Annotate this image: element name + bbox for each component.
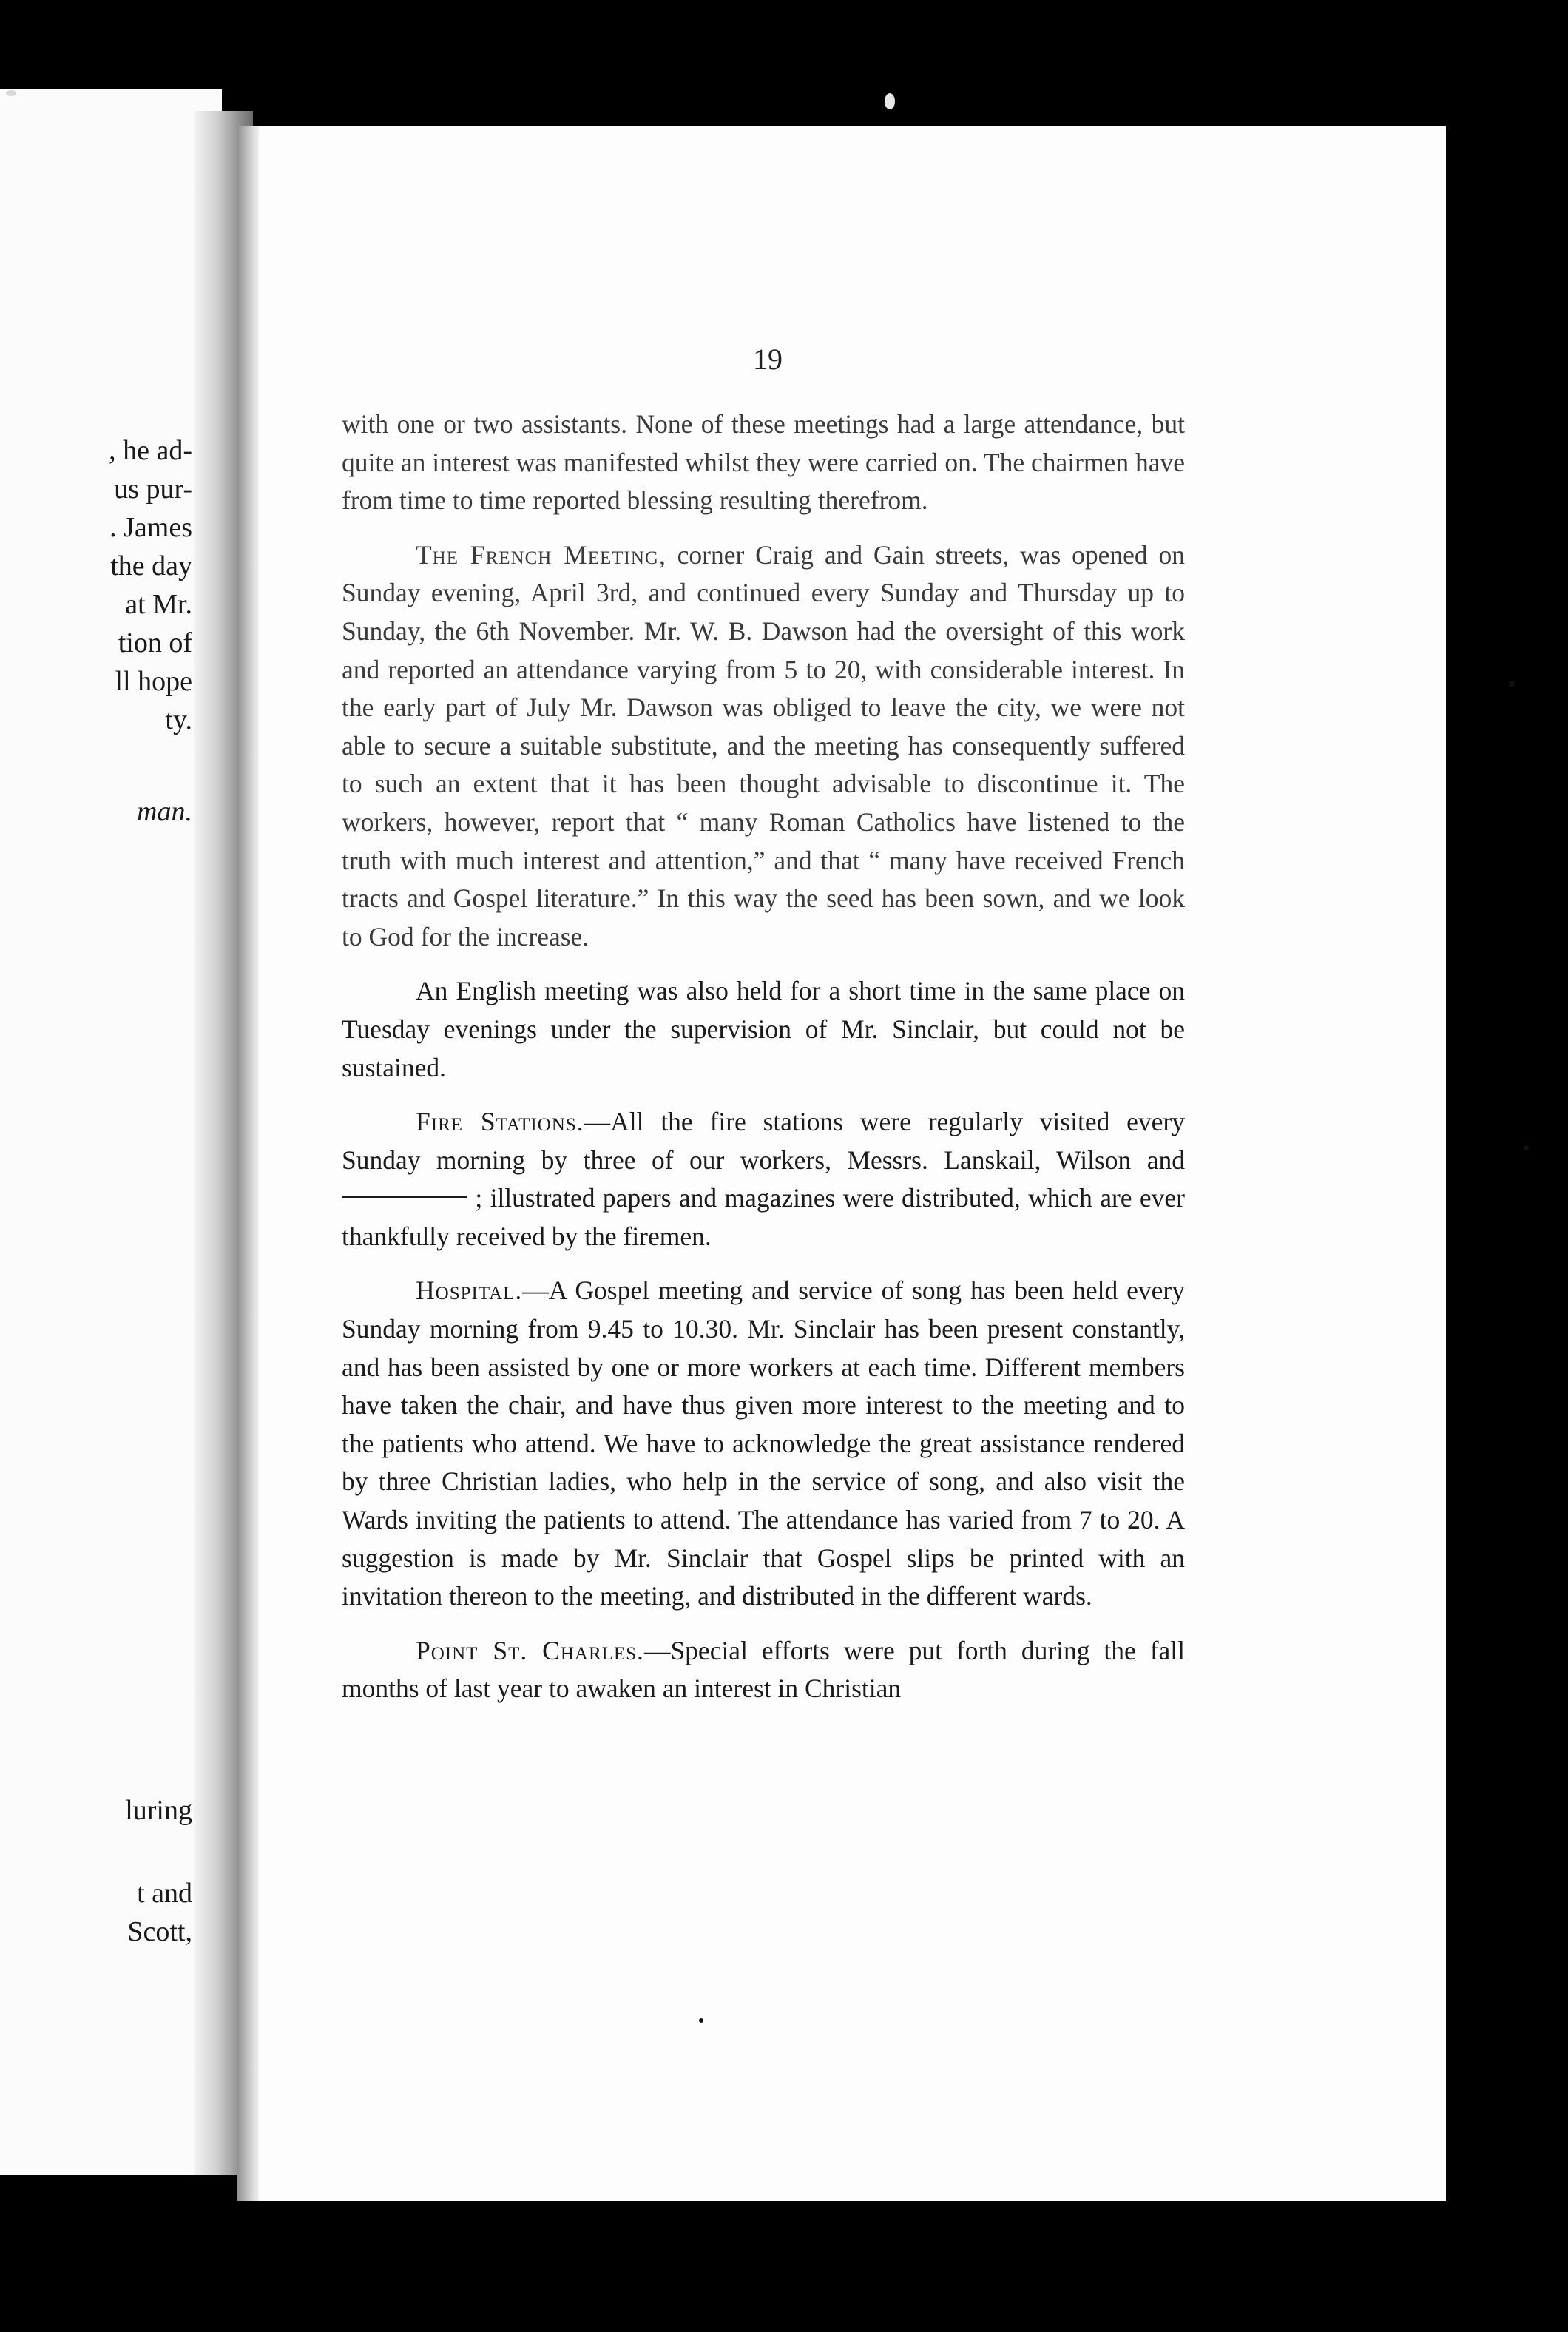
page-edge-shadow [237,126,259,2201]
paragraph-heading: Point St. Charles. [416,1635,644,1665]
paragraph-text: with one or two assistants. None of these meetings had a large attendance, but quite an interest was manifested whilst they were carried on. The chairmen have from time to time reported blessing resulting therefrom. [342,409,1185,516]
paragraph-hospital [342,1272,1185,1615]
paragraph-english-meeting [342,972,1185,1087]
left-page-fragment: tion of [118,627,192,658]
left-page-fragment: the day [110,550,192,582]
left-page-fragment: t and [137,1878,192,1909]
paragraph-french-meeting [342,536,1185,957]
paragraph-text: ; illustrated papers and magazines were distributed, which are ever thankfully received by the firemen. [342,1183,1186,1251]
paragraph-heading: The French Meeting, [416,539,666,570]
scan-speck [1509,681,1515,687]
left-page-fragment: man. [137,796,192,827]
paragraph-text: An English meeting was also held for a short time in the same place on Tuesday evenings under the supervision of Mr. Sinclair, but could not be sustained. [342,976,1185,1082]
paragraph-text: —A Gospel meeting and service of song has been held every Sunday morning from 9.45 to 10.30. Mr. Sinclair has been present constantly, and has been assisted by one or more workers at each time. Different members have taken the chair, and have thus given more interest to the meeting and to the patients who attend. We have to acknowledge the great assistance rendered by three Christian ladies, who help in the service of song, and also visit the Wards inviting the patients to attend. The attendance has varied from 7 to 20. A suggestion is made by Mr. Sinclair that Gospel slips be printed with an invitation thereon to the meeting, and distributed in the different wards. [342,1275,1185,1611]
left-page-fragment: . James [109,512,192,543]
left-page-fragment: Scott, [127,1916,192,1947]
left-page [0,89,222,2175]
scan-speck [885,93,895,109]
left-page-fragment: at Mr. [125,589,192,620]
scan-speck [6,90,16,96]
paragraph-continuation [342,405,1185,520]
redacted-name-blank [342,1196,467,1198]
scan-speck [699,2018,703,2023]
paragraph-text: corner Craig and Gain streets, was opened on Sunday evening, April 3rd, and continued every Sunday and Thursday up to Sunday, the 6th November. Mr. W. B. Dawson had the oversight of this work and reported an attendance varying from 5 to 20, with considerable interest. In the early part of July Mr. Dawson was obliged to leave the city, we were not able to secure a suitable substitute, and the meeting has consequently suffered to such an extent that it has been thought advisable to discontinue it. The workers, however, report that “ many Roman Catholics have listened to the truth with much interest and attention,” and that “ many have received French tracts and Gospel literature.” In this way the seed has been sown, and we look to God for the increase. [342,539,1186,951]
paragraph-point-st-charles [342,1632,1185,1708]
left-page-fragment: , he ad- [109,435,192,466]
paragraph-text: —All the fire stations were regularly visited every Sunday morning by three of our workers, Messrs. Lanskail, Wilson and [342,1107,1185,1175]
page-body [342,405,1185,1725]
left-page-fragment: us pur- [114,474,192,505]
left-page-fragment: ty. [165,704,192,735]
left-page-fragment: ll hope [115,666,192,697]
scan-speck [1524,1145,1529,1150]
page-number-text: 19 [753,343,783,376]
paragraph-heading: Hospital. [416,1275,523,1306]
paragraph-text: —Special efforts were put forth during the fall months of last year to awaken an interest in Christian [342,1635,1185,1704]
paragraph-heading: Fire Stations. [416,1107,584,1137]
left-page-fragment: luring [125,1795,192,1826]
paragraph-fire-stations [342,1103,1185,1256]
